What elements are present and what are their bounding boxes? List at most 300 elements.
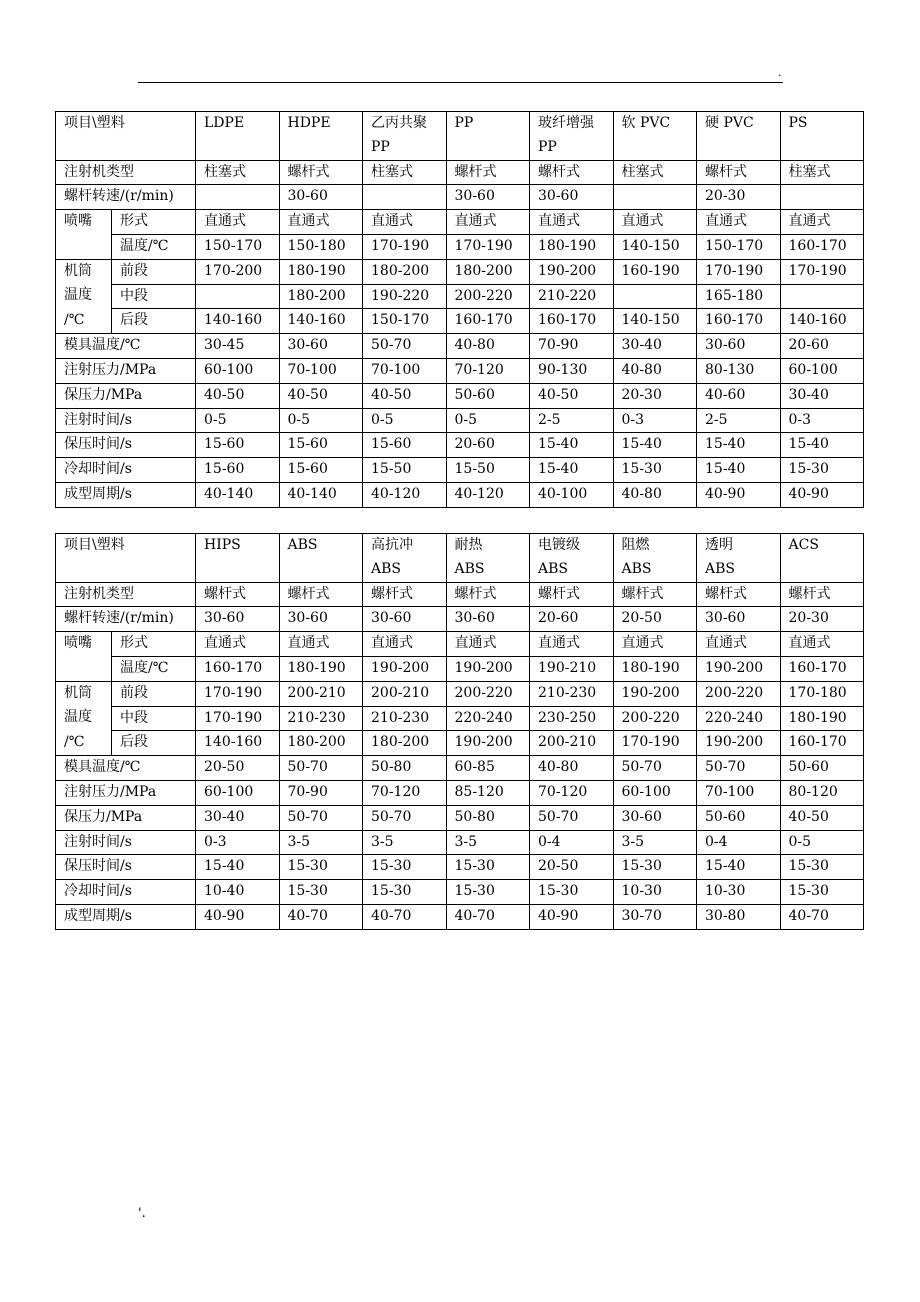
value-cell: 30-60 bbox=[446, 185, 530, 210]
param-row bbox=[56, 756, 864, 781]
value-cell: 15-40 bbox=[697, 855, 781, 880]
value-cell: 15-40 bbox=[697, 458, 781, 483]
value-cell: 15-40 bbox=[530, 433, 614, 458]
row-label: 成型周期/s bbox=[56, 904, 196, 929]
param-row bbox=[56, 433, 864, 458]
value-cell: 0-4 bbox=[530, 830, 614, 855]
sub-label: 前段 bbox=[112, 259, 196, 284]
param-row bbox=[56, 358, 864, 383]
value-cell: 40-50 bbox=[530, 383, 614, 408]
material-name-line2 bbox=[622, 136, 697, 160]
material-name-line2 bbox=[789, 136, 864, 160]
value-cell: 螺杆式 bbox=[613, 582, 697, 607]
value-cell: 直通式 bbox=[530, 632, 614, 657]
value-cell: 30-60 bbox=[279, 334, 363, 359]
value-cell: 20-30 bbox=[697, 185, 781, 210]
value-cell: 15-30 bbox=[530, 880, 614, 905]
value-cell: 180-190 bbox=[530, 234, 614, 259]
value-cell: 螺杆式 bbox=[530, 582, 614, 607]
sub-label: 温度/℃ bbox=[112, 234, 196, 259]
value-cell: 15-30 bbox=[613, 458, 697, 483]
param-row bbox=[56, 805, 864, 830]
material-name-line2: ABS bbox=[454, 560, 485, 577]
material-name-line1: PS bbox=[788, 115, 808, 131]
value-cell: 直通式 bbox=[279, 210, 363, 235]
material-name-line2: ABS bbox=[621, 560, 652, 577]
material-name-line1: 乙丙共聚 bbox=[371, 115, 427, 131]
footer-mark: '. bbox=[138, 1206, 146, 1221]
value-cell: 30-60 bbox=[446, 607, 530, 632]
value-cell: 190-200 bbox=[446, 731, 530, 756]
value-cell: 180-200 bbox=[363, 731, 447, 756]
value-cell: 140-160 bbox=[780, 309, 864, 334]
value-cell: 0-3 bbox=[613, 408, 697, 433]
param-row bbox=[56, 334, 864, 359]
value-cell: 85-120 bbox=[446, 780, 530, 805]
value-cell: 150-170 bbox=[363, 309, 447, 334]
value-cell: 190-210 bbox=[530, 656, 614, 681]
value-cell: 180-200 bbox=[363, 259, 447, 284]
value-cell: 20-30 bbox=[613, 383, 697, 408]
material-name-line1: HIPS bbox=[204, 537, 241, 553]
value-cell: 210-230 bbox=[363, 706, 447, 731]
value-cell bbox=[196, 284, 280, 309]
row-label: 注射时间/s bbox=[56, 830, 196, 855]
value-cell: 螺杆式 bbox=[196, 582, 280, 607]
header-mark: . bbox=[778, 66, 782, 79]
value-cell: 60-100 bbox=[780, 358, 864, 383]
value-cell: 15-50 bbox=[363, 458, 447, 483]
value-cell: 40-120 bbox=[363, 482, 447, 507]
process-table-2 bbox=[55, 533, 864, 930]
value-cell: 50-80 bbox=[446, 805, 530, 830]
material-name-line2: PP bbox=[538, 138, 557, 155]
value-cell: 170-190 bbox=[363, 234, 447, 259]
injection-type-row bbox=[56, 582, 864, 607]
value-cell bbox=[363, 185, 447, 210]
value-cell: 20-50 bbox=[196, 756, 280, 781]
value-cell: 70-120 bbox=[446, 358, 530, 383]
value-cell: 40-90 bbox=[196, 904, 280, 929]
corner-label: 项目\塑料 bbox=[64, 537, 125, 553]
value-cell: 20-50 bbox=[530, 855, 614, 880]
material-name-line1: 高抗冲 bbox=[371, 537, 413, 553]
value-cell: 140-160 bbox=[279, 309, 363, 334]
value-cell: 40-90 bbox=[697, 482, 781, 507]
value-cell: 140-150 bbox=[613, 234, 697, 259]
barrel-group-label: /℃ bbox=[56, 731, 112, 756]
value-cell: 直通式 bbox=[446, 632, 530, 657]
value-cell: 190-200 bbox=[446, 656, 530, 681]
material-name-line2 bbox=[705, 136, 780, 160]
value-cell: 直通式 bbox=[613, 210, 697, 235]
barrel-middle-row bbox=[56, 706, 864, 731]
material-name-line2: ABS bbox=[371, 560, 401, 577]
row-label: 注射压力/MPa bbox=[56, 358, 196, 383]
value-cell: 190-200 bbox=[530, 259, 614, 284]
material-name-line2: ABS bbox=[705, 560, 735, 577]
value-cell: 螺杆式 bbox=[446, 160, 530, 185]
corner-header bbox=[56, 112, 196, 161]
value-cell: 200-210 bbox=[530, 731, 614, 756]
value-cell: 2-5 bbox=[697, 408, 781, 433]
row-label: 注射时间/s bbox=[56, 408, 196, 433]
value-cell: 140-150 bbox=[613, 309, 697, 334]
value-cell: 螺杆式 bbox=[279, 160, 363, 185]
screw-speed-row bbox=[56, 185, 864, 210]
material-name-line1: 玻纤增强 bbox=[538, 115, 594, 131]
param-row bbox=[56, 482, 864, 507]
value-cell: 柱塞式 bbox=[613, 160, 697, 185]
param-row bbox=[56, 458, 864, 483]
value-cell: 50-70 bbox=[363, 334, 447, 359]
value-cell: 160-170 bbox=[780, 731, 864, 756]
row-label: 冷却时间/s bbox=[56, 880, 196, 905]
value-cell: 180-190 bbox=[780, 706, 864, 731]
value-cell: 15-40 bbox=[780, 433, 864, 458]
process-table-1 bbox=[55, 111, 864, 508]
value-cell: 140-160 bbox=[196, 731, 280, 756]
barrel-group-label: 机筒 bbox=[56, 259, 112, 284]
value-cell: 220-240 bbox=[446, 706, 530, 731]
value-cell: 200-220 bbox=[697, 681, 781, 706]
value-cell: 60-100 bbox=[196, 358, 280, 383]
sub-label: 形式 bbox=[112, 632, 196, 657]
value-cell: 10-30 bbox=[613, 880, 697, 905]
value-cell: 90-130 bbox=[530, 358, 614, 383]
value-cell: 70-120 bbox=[530, 780, 614, 805]
value-cell: 40-70 bbox=[363, 904, 447, 929]
value-cell: 180-190 bbox=[279, 656, 363, 681]
value-cell: 50-70 bbox=[363, 805, 447, 830]
material-header bbox=[363, 534, 447, 583]
value-cell: 50-70 bbox=[279, 756, 363, 781]
value-cell: 30-60 bbox=[196, 607, 280, 632]
value-cell: 210-230 bbox=[530, 681, 614, 706]
barrel-rear-row bbox=[56, 309, 864, 334]
sub-label: 后段 bbox=[112, 309, 196, 334]
value-cell: 160-170 bbox=[697, 309, 781, 334]
value-cell: 30-60 bbox=[697, 607, 781, 632]
value-cell: 螺杆式 bbox=[363, 582, 447, 607]
value-cell bbox=[613, 284, 697, 309]
value-cell: 40-80 bbox=[446, 334, 530, 359]
value-cell: 30-40 bbox=[780, 383, 864, 408]
value-cell: 15-60 bbox=[196, 458, 280, 483]
value-cell: 40-90 bbox=[530, 904, 614, 929]
value-cell: 3-5 bbox=[363, 830, 447, 855]
material-header bbox=[196, 112, 280, 161]
value-cell: 160-170 bbox=[780, 656, 864, 681]
value-cell: 165-180 bbox=[697, 284, 781, 309]
value-cell: 190-220 bbox=[363, 284, 447, 309]
value-cell: 50-60 bbox=[780, 756, 864, 781]
value-cell: 直通式 bbox=[697, 632, 781, 657]
value-cell: 直通式 bbox=[780, 632, 864, 657]
value-cell: 30-60 bbox=[279, 185, 363, 210]
material-header bbox=[446, 534, 530, 583]
material-header bbox=[697, 112, 781, 161]
value-cell: 160-190 bbox=[613, 259, 697, 284]
material-header bbox=[780, 112, 864, 161]
material-name-line1: 硬 PVC bbox=[705, 115, 754, 131]
material-header bbox=[363, 112, 447, 161]
value-cell: 200-210 bbox=[363, 681, 447, 706]
value-cell: 40-80 bbox=[613, 482, 697, 507]
material-header bbox=[279, 534, 363, 583]
value-cell: 50-60 bbox=[697, 805, 781, 830]
value-cell: 50-70 bbox=[530, 805, 614, 830]
value-cell: 40-100 bbox=[530, 482, 614, 507]
value-cell: 210-230 bbox=[279, 706, 363, 731]
value-cell: 直通式 bbox=[196, 632, 280, 657]
row-label: 模具温度/℃ bbox=[56, 756, 196, 781]
barrel-group-label: 温度 bbox=[56, 706, 112, 731]
value-cell: 15-30 bbox=[780, 880, 864, 905]
value-cell: 螺杆式 bbox=[697, 582, 781, 607]
value-cell: 2-5 bbox=[530, 408, 614, 433]
row-label: 成型周期/s bbox=[56, 482, 196, 507]
value-cell: 20-60 bbox=[530, 607, 614, 632]
row-label: 注射机类型 bbox=[56, 582, 196, 607]
value-cell: 直通式 bbox=[780, 210, 864, 235]
row-label: 保压力/MPa bbox=[56, 805, 196, 830]
injection-type-row bbox=[56, 160, 864, 185]
value-cell: 40-70 bbox=[279, 904, 363, 929]
value-cell: 160-170 bbox=[780, 234, 864, 259]
value-cell: 180-200 bbox=[279, 731, 363, 756]
material-header bbox=[279, 112, 363, 161]
value-cell: 50-70 bbox=[697, 756, 781, 781]
param-row bbox=[56, 830, 864, 855]
value-cell: 200-220 bbox=[446, 681, 530, 706]
barrel-front-row bbox=[56, 681, 864, 706]
value-cell: 70-100 bbox=[363, 358, 447, 383]
value-cell: 15-30 bbox=[780, 458, 864, 483]
value-cell: 50-70 bbox=[279, 805, 363, 830]
value-cell: 0-5 bbox=[196, 408, 280, 433]
value-cell: 160-170 bbox=[530, 309, 614, 334]
barrel-front-row bbox=[56, 259, 864, 284]
value-cell: 200-210 bbox=[279, 681, 363, 706]
value-cell: 170-190 bbox=[446, 234, 530, 259]
material-name-line1: LDPE bbox=[204, 115, 245, 131]
value-cell: 160-170 bbox=[446, 309, 530, 334]
row-label: 螺杆转速/(r/min) bbox=[56, 185, 196, 210]
material-name-line1: ACS bbox=[788, 537, 819, 553]
value-cell: 15-60 bbox=[363, 433, 447, 458]
value-cell: 170-190 bbox=[196, 706, 280, 731]
corner-header bbox=[56, 534, 196, 583]
value-cell: 30-60 bbox=[530, 185, 614, 210]
value-cell: 30-40 bbox=[613, 334, 697, 359]
material-header bbox=[196, 534, 280, 583]
value-cell bbox=[780, 284, 864, 309]
value-cell: 220-240 bbox=[697, 706, 781, 731]
value-cell: 70-90 bbox=[279, 780, 363, 805]
value-cell: 70-90 bbox=[530, 334, 614, 359]
row-label: 冷却时间/s bbox=[56, 458, 196, 483]
corner-label: 项目\塑料 bbox=[64, 115, 125, 131]
value-cell: 150-170 bbox=[697, 234, 781, 259]
value-cell: 直通式 bbox=[697, 210, 781, 235]
material-header bbox=[613, 534, 697, 583]
value-cell: 0-5 bbox=[780, 830, 864, 855]
value-cell: 180-200 bbox=[446, 259, 530, 284]
material-name-line2 bbox=[204, 136, 279, 160]
sub-label: 中段 bbox=[112, 706, 196, 731]
barrel-rear-row bbox=[56, 731, 864, 756]
value-cell: 0-4 bbox=[697, 830, 781, 855]
sub-label: 形式 bbox=[112, 210, 196, 235]
value-cell: 60-85 bbox=[446, 756, 530, 781]
material-name-line1: 电镀级 bbox=[538, 537, 580, 553]
value-cell: 15-60 bbox=[279, 458, 363, 483]
barrel-group-label: /℃ bbox=[56, 309, 112, 334]
value-cell: 40-90 bbox=[780, 482, 864, 507]
param-row bbox=[56, 383, 864, 408]
value-cell: 40-80 bbox=[530, 756, 614, 781]
value-cell: 70-100 bbox=[697, 780, 781, 805]
material-name-line2: ABS bbox=[538, 560, 568, 577]
value-cell: 15-30 bbox=[363, 880, 447, 905]
row-label: 注射机类型 bbox=[56, 160, 196, 185]
value-cell bbox=[613, 185, 697, 210]
value-cell: 0-3 bbox=[196, 830, 280, 855]
sub-label: 中段 bbox=[112, 284, 196, 309]
value-cell: 30-40 bbox=[196, 805, 280, 830]
sub-label: 后段 bbox=[112, 731, 196, 756]
material-name-line1: PP bbox=[454, 115, 474, 131]
value-cell: 230-250 bbox=[530, 706, 614, 731]
value-cell: 40-50 bbox=[196, 383, 280, 408]
nozzle-temp-row bbox=[56, 234, 864, 259]
material-name-line2: PP bbox=[371, 138, 390, 155]
value-cell: 170-190 bbox=[780, 259, 864, 284]
value-cell: 15-40 bbox=[613, 433, 697, 458]
value-cell: 190-200 bbox=[697, 731, 781, 756]
barrel-group-label: 机筒 bbox=[56, 681, 112, 706]
value-cell: 40-120 bbox=[446, 482, 530, 507]
value-cell: 40-140 bbox=[196, 482, 280, 507]
value-cell: 40-50 bbox=[780, 805, 864, 830]
value-cell: 50-80 bbox=[363, 756, 447, 781]
value-cell: 20-60 bbox=[780, 334, 864, 359]
value-cell: 30-80 bbox=[697, 904, 781, 929]
value-cell: 50-70 bbox=[613, 756, 697, 781]
value-cell: 40-50 bbox=[279, 383, 363, 408]
value-cell: 15-30 bbox=[446, 880, 530, 905]
material-header bbox=[446, 112, 530, 161]
value-cell bbox=[196, 185, 280, 210]
nozzle-group-label: 喷嘴 bbox=[56, 210, 112, 260]
value-cell: 柱塞式 bbox=[780, 160, 864, 185]
value-cell: 70-100 bbox=[279, 358, 363, 383]
row-label: 保压力/MPa bbox=[56, 383, 196, 408]
value-cell: 20-60 bbox=[446, 433, 530, 458]
value-cell: 15-30 bbox=[780, 855, 864, 880]
value-cell: 直通式 bbox=[363, 210, 447, 235]
nozzle-temp-row bbox=[56, 656, 864, 681]
value-cell: 15-30 bbox=[279, 855, 363, 880]
sub-label: 前段 bbox=[112, 681, 196, 706]
value-cell: 螺杆式 bbox=[530, 160, 614, 185]
value-cell: 15-60 bbox=[196, 433, 280, 458]
value-cell: 170-190 bbox=[697, 259, 781, 284]
value-cell: 80-130 bbox=[697, 358, 781, 383]
value-cell: 170-180 bbox=[780, 681, 864, 706]
value-cell: 3-5 bbox=[279, 830, 363, 855]
row-label: 保压时间/s bbox=[56, 855, 196, 880]
value-cell: 40-140 bbox=[279, 482, 363, 507]
material-name-line2 bbox=[288, 558, 363, 582]
value-cell: 180-200 bbox=[279, 284, 363, 309]
value-cell: 15-50 bbox=[446, 458, 530, 483]
material-name-line1: HDPE bbox=[287, 115, 331, 131]
material-header bbox=[697, 534, 781, 583]
value-cell: 15-30 bbox=[363, 855, 447, 880]
value-cell: 190-200 bbox=[613, 681, 697, 706]
material-name-line1: 软 PVC bbox=[621, 115, 671, 131]
value-cell: 60-100 bbox=[613, 780, 697, 805]
value-cell: 180-190 bbox=[613, 656, 697, 681]
value-cell bbox=[780, 185, 864, 210]
value-cell: 15-30 bbox=[279, 880, 363, 905]
row-label: 模具温度/℃ bbox=[56, 334, 196, 359]
value-cell: 螺杆式 bbox=[780, 582, 864, 607]
value-cell: 直通式 bbox=[279, 632, 363, 657]
row-label: 螺杆转速/(r/min) bbox=[56, 607, 196, 632]
value-cell: 30-60 bbox=[613, 805, 697, 830]
material-name-line2 bbox=[288, 136, 363, 160]
value-cell: 0-5 bbox=[363, 408, 447, 433]
material-header bbox=[780, 534, 864, 583]
value-cell: 直通式 bbox=[530, 210, 614, 235]
header-rule bbox=[138, 82, 783, 83]
param-row bbox=[56, 780, 864, 805]
value-cell: 柱塞式 bbox=[363, 160, 447, 185]
value-cell: 180-190 bbox=[279, 259, 363, 284]
material-header bbox=[530, 112, 614, 161]
value-cell: 140-160 bbox=[196, 309, 280, 334]
value-cell: 3-5 bbox=[446, 830, 530, 855]
value-cell: 直通式 bbox=[196, 210, 280, 235]
value-cell: 40-80 bbox=[613, 358, 697, 383]
value-cell: 150-180 bbox=[279, 234, 363, 259]
value-cell: 15-30 bbox=[613, 855, 697, 880]
value-cell: 螺杆式 bbox=[279, 582, 363, 607]
value-cell: 0-5 bbox=[446, 408, 530, 433]
screw-speed-row bbox=[56, 607, 864, 632]
row-label: 注射压力/MPa bbox=[56, 780, 196, 805]
value-cell: 170-190 bbox=[613, 731, 697, 756]
value-cell: 170-190 bbox=[196, 681, 280, 706]
value-cell: 15-60 bbox=[279, 433, 363, 458]
nozzle-group-label: 喷嘴 bbox=[56, 632, 112, 682]
value-cell: 190-200 bbox=[697, 656, 781, 681]
value-cell: 210-220 bbox=[530, 284, 614, 309]
sub-label: 温度/℃ bbox=[112, 656, 196, 681]
value-cell: 30-60 bbox=[279, 607, 363, 632]
material-name-line1: 透明 bbox=[705, 537, 733, 553]
value-cell: 3-5 bbox=[613, 830, 697, 855]
value-cell: 直通式 bbox=[446, 210, 530, 235]
value-cell: 0-3 bbox=[780, 408, 864, 433]
value-cell: 15-30 bbox=[446, 855, 530, 880]
nozzle-form-row bbox=[56, 210, 864, 235]
value-cell: 15-40 bbox=[196, 855, 280, 880]
value-cell: 30-70 bbox=[613, 904, 697, 929]
